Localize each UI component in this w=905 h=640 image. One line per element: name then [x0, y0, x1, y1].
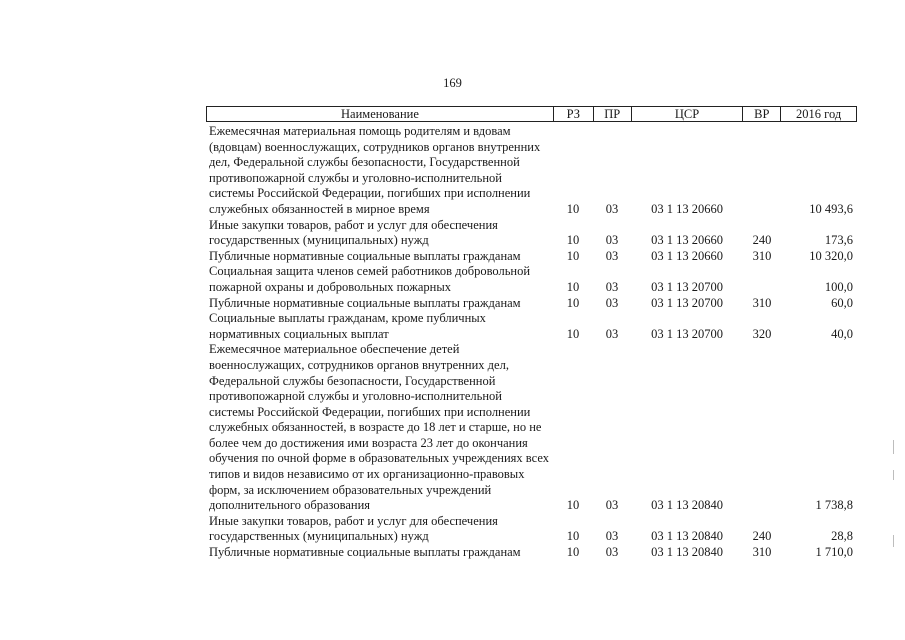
row-csr: 03 1 13 20840: [651, 498, 723, 513]
row-pr: 03: [605, 326, 619, 341]
row-pr: 03: [605, 279, 619, 294]
row-name: Иные закупки товаров, работ и услуг для обеспечения государственных (муниципальных) нужд: [209, 217, 498, 248]
row-pr: 03: [605, 248, 619, 263]
table-row: [206, 514, 857, 545]
row-csr: 03 1 13 20700: [651, 295, 723, 310]
row-pr: 03: [605, 233, 619, 248]
row-rz: 10: [566, 201, 580, 216]
table-row: [206, 264, 857, 295]
header-name: Наименование: [341, 107, 419, 121]
row-amount: 60,0: [831, 295, 853, 310]
table-row: [206, 545, 857, 561]
row-vr: 310: [752, 545, 772, 560]
row-rz: 10: [566, 545, 580, 560]
row-rz: 10: [566, 529, 580, 544]
row-amount: 40,0: [831, 326, 853, 341]
row-amount: 100,0: [824, 279, 853, 294]
row-rz: 10: [566, 248, 580, 263]
row-csr: 03 1 13 20700: [651, 326, 723, 341]
header-pr: ПР: [593, 107, 631, 121]
row-amount: 1 738,8: [815, 498, 853, 513]
row-name: Публичные нормативные социальные выплаты гражданам: [209, 545, 521, 560]
row-csr: 03 1 13 20660: [651, 248, 723, 263]
row-name: Ежемесячное материальное обеспечение детей военнослужащих, сотрудников органов внутренних дел, Федеральной службы безопасности, Государственной противопожарной службы и уголовно-исполнительной системы Российской Федерации, погибших при исполнении служебных обязанностей, в возрасте до 18 лет и старше, но не более чем до достижения ими возраста 23 лет до окончания обучения по очной форме в образовательных учреждениях всех типов и видов независимо от их организационно-правовых форм, за исключением образовательных учреждений дополнительного образования: [209, 342, 549, 513]
row-csr: 03 1 13 20840: [651, 545, 723, 560]
row-rz: 10: [566, 233, 580, 248]
row-rz: 10: [566, 326, 580, 341]
scan-edge-mark: [893, 440, 894, 454]
row-pr: 03: [605, 498, 619, 513]
table-header: [206, 106, 857, 122]
row-vr: 320: [752, 326, 772, 341]
table-row: [206, 249, 857, 265]
header-rz: РЗ: [553, 107, 593, 121]
scan-edge-mark: [893, 470, 894, 480]
row-amount: 28,8: [831, 529, 853, 544]
row-rz: 10: [566, 295, 580, 310]
row-name: Ежемесячная материальная помощь родителям и вдовам (вдовцам) военнослужащих, сотрудников органов внутренних дел, Федеральной службы безопасности, Государственной противопожарной службы и уголовно-исполнительной системы Российской Федерации, погибших при исполнении служебных обязанностей в мирное время: [209, 124, 541, 216]
header-year: 2016 год: [780, 107, 856, 121]
row-pr: 03: [605, 545, 619, 560]
header-csr: ЦСР: [631, 107, 743, 121]
row-vr: 240: [752, 529, 772, 544]
budget-table: [206, 124, 857, 561]
row-pr: 03: [605, 529, 619, 544]
row-csr: 03 1 13 20700: [651, 279, 723, 294]
row-name: Социальные выплаты гражданам, кроме публичных нормативных социальных выплат: [209, 311, 486, 341]
row-name: Публичные нормативные социальные выплаты гражданам: [209, 295, 521, 310]
scan-edge-mark: [893, 535, 894, 547]
row-vr: 310: [752, 295, 772, 310]
row-csr: 03 1 13 20660: [651, 233, 723, 248]
row-amount: 10 493,6: [809, 201, 853, 216]
row-pr: 03: [605, 295, 619, 310]
page-number: 169: [443, 76, 462, 90]
table-row: [206, 311, 857, 342]
row-amount: 1 710,0: [815, 545, 853, 560]
row-csr: 03 1 13 20840: [651, 529, 723, 544]
row-pr: 03: [605, 201, 619, 216]
table-row: [206, 218, 857, 249]
row-name: Иные закупки товаров, работ и услуг для обеспечения государственных (муниципальных) нужд: [209, 513, 498, 544]
row-vr: 310: [752, 248, 772, 263]
row-name: Социальная защита членов семей работников добровольной пожарной охраны и добровольных пожарных: [209, 264, 531, 294]
row-amount: 173,6: [824, 233, 853, 248]
header-vr: ВР: [742, 107, 780, 121]
row-csr: 03 1 13 20660: [651, 201, 723, 216]
row-name: Публичные нормативные социальные выплаты гражданам: [209, 248, 521, 263]
table-row: [206, 296, 857, 312]
table-row: [206, 124, 857, 218]
row-rz: 10: [566, 498, 580, 513]
row-vr: 240: [752, 233, 772, 248]
table-row: [206, 342, 857, 514]
row-amount: 10 320,0: [809, 248, 853, 263]
row-rz: 10: [566, 279, 580, 294]
